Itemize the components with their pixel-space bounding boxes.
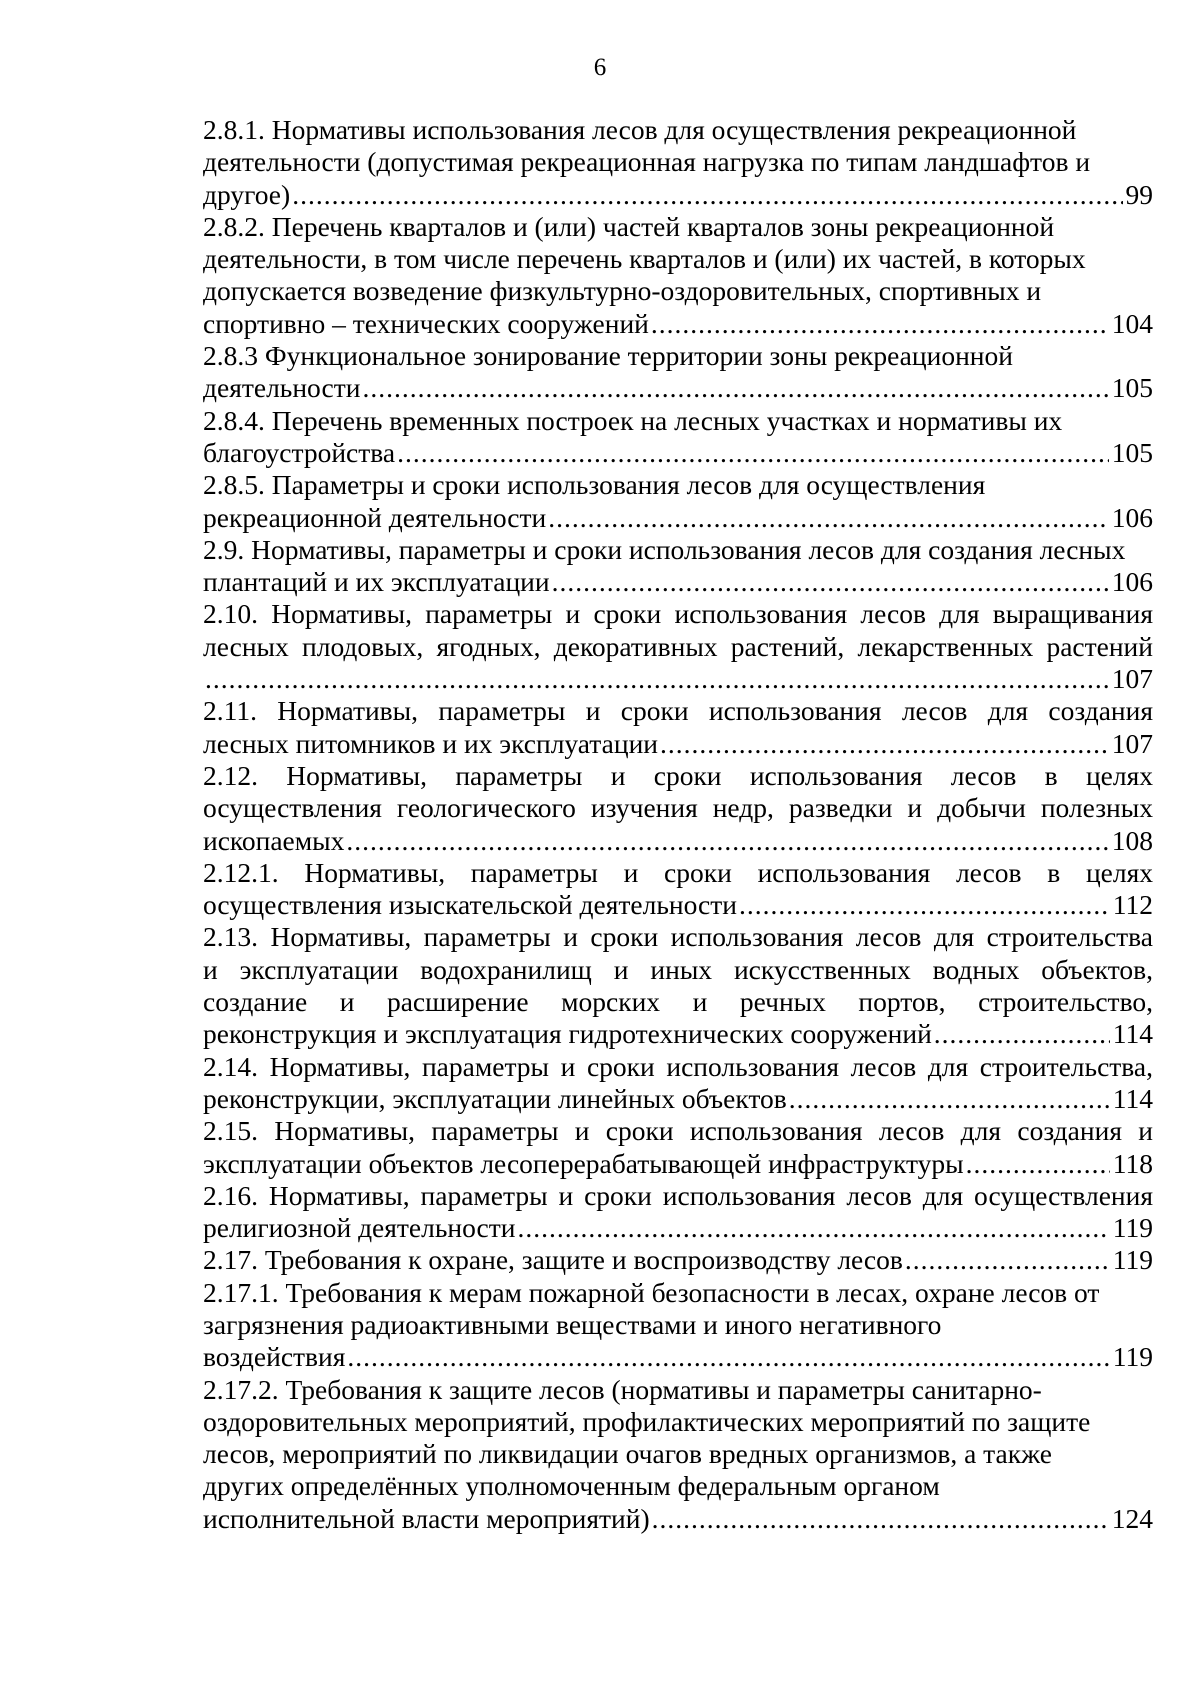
toc-entry[interactable] xyxy=(203,1374,1153,1535)
toc-entry-line: 2.15. Нормативы, параметры и сроки использования лесов для создания и xyxy=(203,1115,1153,1147)
toc-entry-line: 2.8.4. Перечень временных построек на лесных участках и нормативы их xyxy=(203,404,1063,436)
toc-entry-line: 2.17.1. Требования к мерам пожарной безопасности в лесах, охране лесов от xyxy=(203,1276,1100,1308)
toc-entry[interactable] xyxy=(203,534,1153,599)
toc-page-number: 119 xyxy=(1112,1244,1153,1276)
toc-entry-lines xyxy=(203,1180,1153,1212)
toc-entry-last-line xyxy=(203,728,1153,760)
toc-entry[interactable] xyxy=(203,114,1153,211)
toc-page-number: 112 xyxy=(1112,889,1153,921)
toc-entry-lines xyxy=(203,469,1153,501)
toc-entry-line: 2.12. Нормативы, параметры и сроки использования лесов в целях xyxy=(203,759,1153,791)
toc-page-number: 119 xyxy=(1112,1341,1153,1373)
toc-entry[interactable] xyxy=(203,857,1153,922)
toc-entry-last-line xyxy=(203,663,1153,695)
toc-entry-lines xyxy=(203,921,1153,1018)
toc-entry-title-end: рекреационной деятельности xyxy=(203,501,547,533)
toc-entry-last-line xyxy=(203,825,1153,857)
toc-entry[interactable] xyxy=(203,340,1153,405)
toc-entry-line: лесов, мероприятий по ликвидации очагов вредных организмов, а также xyxy=(203,1438,1052,1470)
toc-entry-line: 2.8.5. Параметры и сроки использования лесов для осуществления xyxy=(203,469,986,501)
dot-leader xyxy=(652,1503,1109,1535)
toc-entry-lines xyxy=(203,405,1153,437)
toc-page-number: 108 xyxy=(1111,824,1153,856)
toc-entry-lines xyxy=(203,211,1153,308)
toc-entry-lines xyxy=(203,695,1153,727)
toc-entry-lines xyxy=(203,857,1153,889)
toc-entry[interactable] xyxy=(203,469,1153,534)
toc-entry-line: оздоровительных мероприятий, профилактических мероприятий по защите xyxy=(203,1405,1091,1437)
toc-entry-title-end: ископаемых xyxy=(203,824,345,856)
toc-entry-line: 2.11. Нормативы, параметры и сроки использования лесов для создания xyxy=(203,695,1153,727)
toc-entry-last-line xyxy=(203,1503,1153,1535)
toc-entry-last-line xyxy=(203,1018,1153,1050)
toc-entry-line: 2.9. Нормативы, параметры и сроки использования лесов для создания лесных xyxy=(203,533,1126,565)
toc-entry-line: других определённых уполномоченным федеральным органом xyxy=(203,1470,940,1502)
toc-entry-line: 2.17.2. Требования к защите лесов (нормативы и параметры санитарно- xyxy=(203,1373,1042,1405)
toc-entry-title-end: воздействия xyxy=(203,1341,346,1373)
dot-leader xyxy=(347,1341,1109,1373)
dot-leader xyxy=(205,663,1109,695)
toc-entry-line: допускается возведение физкультурно-оздоровительных, спортивных и xyxy=(203,275,1042,307)
toc-entry-title-end: деятельности xyxy=(203,372,361,404)
toc-page-number: 106 xyxy=(1111,566,1153,598)
toc-entry-lines xyxy=(203,598,1153,663)
toc-entry-lines xyxy=(203,534,1153,566)
toc-entry-lines xyxy=(203,1115,1153,1147)
toc-entry[interactable] xyxy=(203,598,1153,695)
dot-leader xyxy=(362,372,1108,404)
toc-entry-last-line xyxy=(203,308,1153,340)
dot-leader xyxy=(789,1083,1110,1115)
toc-entry[interactable] xyxy=(203,921,1153,1050)
toc-entry-lines xyxy=(203,1374,1153,1503)
toc-entry[interactable] xyxy=(203,405,1153,470)
dot-leader xyxy=(292,179,1122,211)
toc-entry[interactable] xyxy=(203,1277,1153,1374)
toc-entry-line: 2.10. Нормативы, параметры и сроки использования лесов для выращивания xyxy=(203,598,1153,630)
toc-entry-title-end: религиозной деятельности xyxy=(203,1212,516,1244)
toc-page-number: 114 xyxy=(1112,1082,1153,1114)
dot-leader xyxy=(518,1212,1110,1244)
toc-page-number: 104 xyxy=(1111,307,1153,339)
toc-page-number: 124 xyxy=(1111,1502,1153,1534)
dot-leader xyxy=(552,566,1109,598)
toc-entry-lines xyxy=(203,760,1153,825)
toc-page-number: 107 xyxy=(1111,663,1153,695)
toc-entry-last-line xyxy=(203,1148,1153,1180)
toc-entry-line: 2.8.1. Нормативы использования лесов для осуществления рекреационной xyxy=(203,114,1077,145)
dot-leader xyxy=(660,728,1109,760)
toc-entry-title-end: спортивно – технических сооружений xyxy=(203,307,649,339)
toc-entry[interactable] xyxy=(203,1051,1153,1116)
toc-entry-title-end: другое) xyxy=(203,178,291,210)
toc-entry-title-end: осуществления изыскательской деятельности xyxy=(203,889,737,921)
toc-entry[interactable] xyxy=(203,1115,1153,1180)
toc-entry-line: 2.14. Нормативы, параметры и сроки использования лесов для строительства, xyxy=(203,1050,1153,1082)
toc-entry-line: осуществления геологического изучения недр, разведки и добычи полезных xyxy=(203,792,1153,824)
dot-leader xyxy=(966,1148,1110,1180)
toc-entry-title-end: плантаций и их эксплуатации xyxy=(203,566,550,598)
toc-entry-lines xyxy=(203,340,1153,372)
dot-leader xyxy=(651,308,1109,340)
toc-entry-line: 2.16. Нормативы, параметры и сроки использования лесов для осуществления xyxy=(203,1179,1153,1211)
toc-entry-title-end: эксплуатации объектов лесоперерабатывающей инфраструктуры xyxy=(203,1147,964,1179)
toc-page-number: 106 xyxy=(1111,501,1153,533)
toc-page-number: 107 xyxy=(1111,727,1153,759)
toc-page-number: 105 xyxy=(1111,436,1153,468)
toc-page-number: 119 xyxy=(1112,1212,1153,1244)
toc-entry-line: 2.8.2. Перечень кварталов и (или) частей кварталов зоны рекреационной xyxy=(203,210,1055,242)
toc-entry-title-end: благоустройства xyxy=(203,436,396,468)
toc-entry-line: 2.12.1. Нормативы, параметры и сроки использования лесов в целях xyxy=(203,856,1153,888)
toc-entry-line: загрязнения радиоактивными веществами и иного негативного xyxy=(203,1308,942,1340)
toc-entry[interactable] xyxy=(203,760,1153,857)
toc-entry-last-line xyxy=(203,437,1153,469)
toc-entry-last-line xyxy=(203,1083,1153,1115)
dot-leader xyxy=(548,502,1109,534)
toc-entry-last-line xyxy=(203,1244,1153,1276)
toc-entry[interactable] xyxy=(203,1180,1153,1245)
toc-entry-last-line xyxy=(203,1341,1153,1373)
page-number: 6 xyxy=(593,54,607,81)
toc-entry-last-line xyxy=(203,502,1153,534)
toc-entry-title-end: лесных питомников и их эксплуатации xyxy=(203,727,659,759)
toc-entry-line: 2.13. Нормативы, параметры и сроки использования лесов для строительства xyxy=(203,921,1153,953)
toc-entry-lines xyxy=(203,1277,1153,1342)
dot-leader xyxy=(905,1244,1110,1276)
toc-entry-last-line xyxy=(203,889,1153,921)
table-of-contents xyxy=(203,114,1153,1535)
toc-entry-title-end: исполнительной власти мероприятий) xyxy=(203,1502,650,1534)
dot-leader xyxy=(346,825,1108,857)
toc-entry-last-line xyxy=(203,179,1153,211)
toc-entry-title-end: реконструкции, эксплуатации линейных объектов xyxy=(203,1082,787,1114)
toc-page-number: 114 xyxy=(1112,1018,1153,1050)
toc-page-number: 105 xyxy=(1111,372,1153,404)
toc-entry[interactable] xyxy=(203,695,1153,760)
toc-entry-lines xyxy=(203,1051,1153,1083)
toc-entry-line: и эксплуатации водохранилищ и иных искусственных водных объектов, xyxy=(203,953,1153,985)
dot-leader xyxy=(934,1018,1110,1050)
toc-entry-title-end: 2.17. Требования к охране, защите и воспроизводству лесов xyxy=(203,1244,903,1276)
toc-entry-last-line xyxy=(203,372,1153,404)
toc-entry-last-line xyxy=(203,566,1153,598)
toc-entry-line: деятельности, в том числе перечень кварталов и (или) их частей, в которых xyxy=(203,243,1086,275)
toc-page-number: 118 xyxy=(1112,1147,1153,1179)
toc-entry-line: создание и расширение морских и речных портов, строительство, xyxy=(203,986,1153,1018)
dot-leader xyxy=(397,437,1109,469)
toc-entry-line: 2.8.3 Функциональное зонирование территории зоны рекреационной xyxy=(203,340,1013,372)
toc-entry[interactable] xyxy=(203,1244,1153,1276)
toc-page-number: 99 xyxy=(1125,178,1153,210)
toc-entry-title-end: реконструкция и эксплуатация гидротехнических сооружений xyxy=(203,1018,932,1050)
toc-entry-line: деятельности (допустимая рекреационная нагрузка по типам ландшафтов и xyxy=(203,146,1091,178)
toc-entry-line: лесных плодовых, ягодных, декоративных растений, лекарственных растений xyxy=(203,630,1153,662)
toc-entry-lines xyxy=(203,114,1153,179)
dot-leader xyxy=(739,889,1110,921)
toc-entry-last-line xyxy=(203,1212,1153,1244)
toc-entry[interactable] xyxy=(203,211,1153,340)
